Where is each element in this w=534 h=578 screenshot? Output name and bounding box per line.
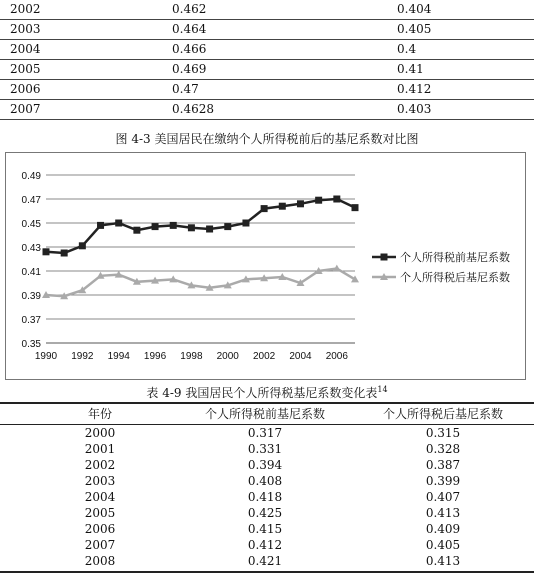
table-caption-text: 表 4-9 我国居民个人所得税基尼系数变化表 [146, 386, 378, 400]
pre-tax-point [43, 248, 50, 255]
table-row [0, 489, 534, 505]
post-tax-cell: 0.404 [397, 2, 432, 16]
pre-tax-point [224, 223, 231, 230]
year-cell: 2006 [10, 82, 41, 96]
post-tax-cell: 0.403 [397, 102, 432, 116]
x-tick-label: 1992 [71, 351, 94, 362]
year-cell: 2001 [84, 442, 116, 456]
x-tick-label: 1994 [107, 351, 130, 362]
pre-tax-point [242, 220, 249, 227]
table-row [0, 505, 534, 521]
header-pre-tax: 个人所得税前基尼系数 [204, 407, 325, 421]
y-tick-label: 0.47 [21, 195, 41, 206]
pre-tax-cell: 0.462 [172, 2, 207, 16]
pre-tax-cell: 0.469 [172, 62, 207, 76]
legend-marker-square [381, 254, 388, 261]
pre-tax-point [97, 222, 104, 229]
post-tax-cell: 0.413 [425, 506, 461, 520]
pre-tax-cell: 0.331 [247, 442, 283, 456]
year-cell: 2004 [10, 42, 41, 56]
year-cell: 2007 [84, 538, 116, 552]
year-cell: 2005 [84, 506, 116, 520]
header-post-tax: 个人所得税后基尼系数 [382, 407, 503, 421]
pre-tax-point [206, 226, 213, 233]
pre-tax-point [297, 200, 304, 207]
post-tax-cell: 0.407 [425, 490, 461, 504]
pre-tax-cell: 0.394 [247, 458, 283, 472]
year-cell: 2002 [10, 2, 41, 16]
pre-tax-cell: 0.47 [172, 82, 199, 96]
pre-tax-point [170, 222, 177, 229]
pre-tax-point [279, 203, 286, 210]
year-cell: 2000 [84, 426, 116, 440]
table-caption [0, 384, 534, 401]
pre-tax-cell: 0.415 [247, 522, 283, 536]
post-tax-cell: 0.41 [397, 62, 424, 76]
table-row [0, 100, 534, 120]
gini-line-chart [5, 152, 526, 380]
year-cell: 2002 [84, 458, 116, 472]
y-tick-label: 0.35 [21, 339, 41, 350]
post-tax-cell: 0.328 [425, 442, 461, 456]
year-cell: 2007 [10, 102, 41, 116]
table-row [0, 80, 534, 100]
pre-tax-cell: 0.4628 [172, 102, 214, 116]
pre-tax-series-line [46, 199, 355, 253]
table-bottom-rule [0, 571, 534, 573]
table-row [0, 60, 534, 80]
year-cell: 2003 [10, 22, 41, 36]
table-header-row [0, 402, 534, 425]
x-tick-label: 2006 [325, 351, 348, 362]
chart-canvas [6, 153, 525, 379]
pre-tax-point [188, 224, 195, 231]
pre-tax-point [79, 242, 86, 249]
pre-tax-cell: 0.317 [247, 426, 283, 440]
table-row [0, 0, 534, 20]
pre-tax-point [152, 223, 159, 230]
pre-tax-point [333, 196, 340, 203]
post-tax-cell: 0.315 [425, 426, 461, 440]
table-row [0, 457, 534, 473]
table-row [0, 537, 534, 553]
pre-tax-point [315, 197, 322, 204]
pre-tax-cell: 0.464 [172, 22, 207, 36]
table-row [0, 473, 534, 489]
pre-tax-cell: 0.418 [247, 490, 283, 504]
x-tick-label: 2000 [216, 351, 239, 362]
x-tick-label: 1998 [180, 351, 203, 362]
post-tax-cell: 0.387 [425, 458, 461, 472]
footnote-ref: 14 [377, 385, 388, 394]
post-tax-cell: 0.413 [425, 554, 461, 568]
y-tick-label: 0.45 [21, 219, 41, 230]
post-tax-cell: 0.412 [397, 82, 432, 96]
table-row [0, 521, 534, 537]
pre-tax-point [133, 227, 140, 234]
year-cell: 2004 [84, 490, 116, 504]
pre-tax-point [352, 204, 359, 211]
pre-tax-cell: 0.421 [247, 554, 283, 568]
x-tick-label: 1990 [34, 351, 58, 362]
table-row [0, 441, 534, 457]
pre-tax-cell: 0.425 [247, 506, 283, 520]
y-tick-label: 0.49 [21, 171, 41, 182]
pre-tax-cell: 0.412 [247, 538, 283, 552]
post-tax-cell: 0.399 [425, 474, 461, 488]
y-tick-label: 0.39 [21, 291, 41, 302]
year-cell: 2006 [84, 522, 116, 536]
post-tax-cell: 0.405 [397, 22, 432, 36]
post-tax-cell: 0.405 [425, 538, 461, 552]
pre-tax-point [115, 220, 122, 227]
table-row [0, 40, 534, 60]
y-tick-label: 0.37 [21, 315, 41, 326]
legend-label: 个人所得税前基尼系数 [400, 251, 510, 264]
year-cell: 2008 [84, 554, 116, 568]
post-tax-series-line [46, 269, 355, 297]
table-row [0, 553, 534, 569]
figure-caption: 图 4-3 美国居民在缴纳个人所得税前后的基尼系数对比图 [115, 132, 419, 146]
header-year: 年份 [87, 407, 112, 421]
year-cell: 2003 [84, 474, 116, 488]
y-tick-label: 0.41 [21, 267, 41, 278]
x-tick-label: 2002 [252, 351, 276, 362]
pre-tax-cell: 0.408 [247, 474, 283, 488]
table-row [0, 20, 534, 40]
x-tick-label: 2004 [289, 351, 312, 362]
table-row [0, 425, 534, 441]
year-cell: 2005 [10, 62, 41, 76]
pre-tax-point [61, 250, 68, 257]
post-tax-cell: 0.4 [397, 42, 417, 56]
x-tick-label: 1996 [143, 351, 167, 362]
pre-tax-cell: 0.466 [172, 42, 207, 56]
post-tax-cell: 0.409 [425, 522, 461, 536]
y-tick-label: 0.43 [21, 243, 41, 254]
pre-tax-point [261, 205, 268, 212]
legend-label: 个人所得税后基尼系数 [400, 271, 510, 284]
